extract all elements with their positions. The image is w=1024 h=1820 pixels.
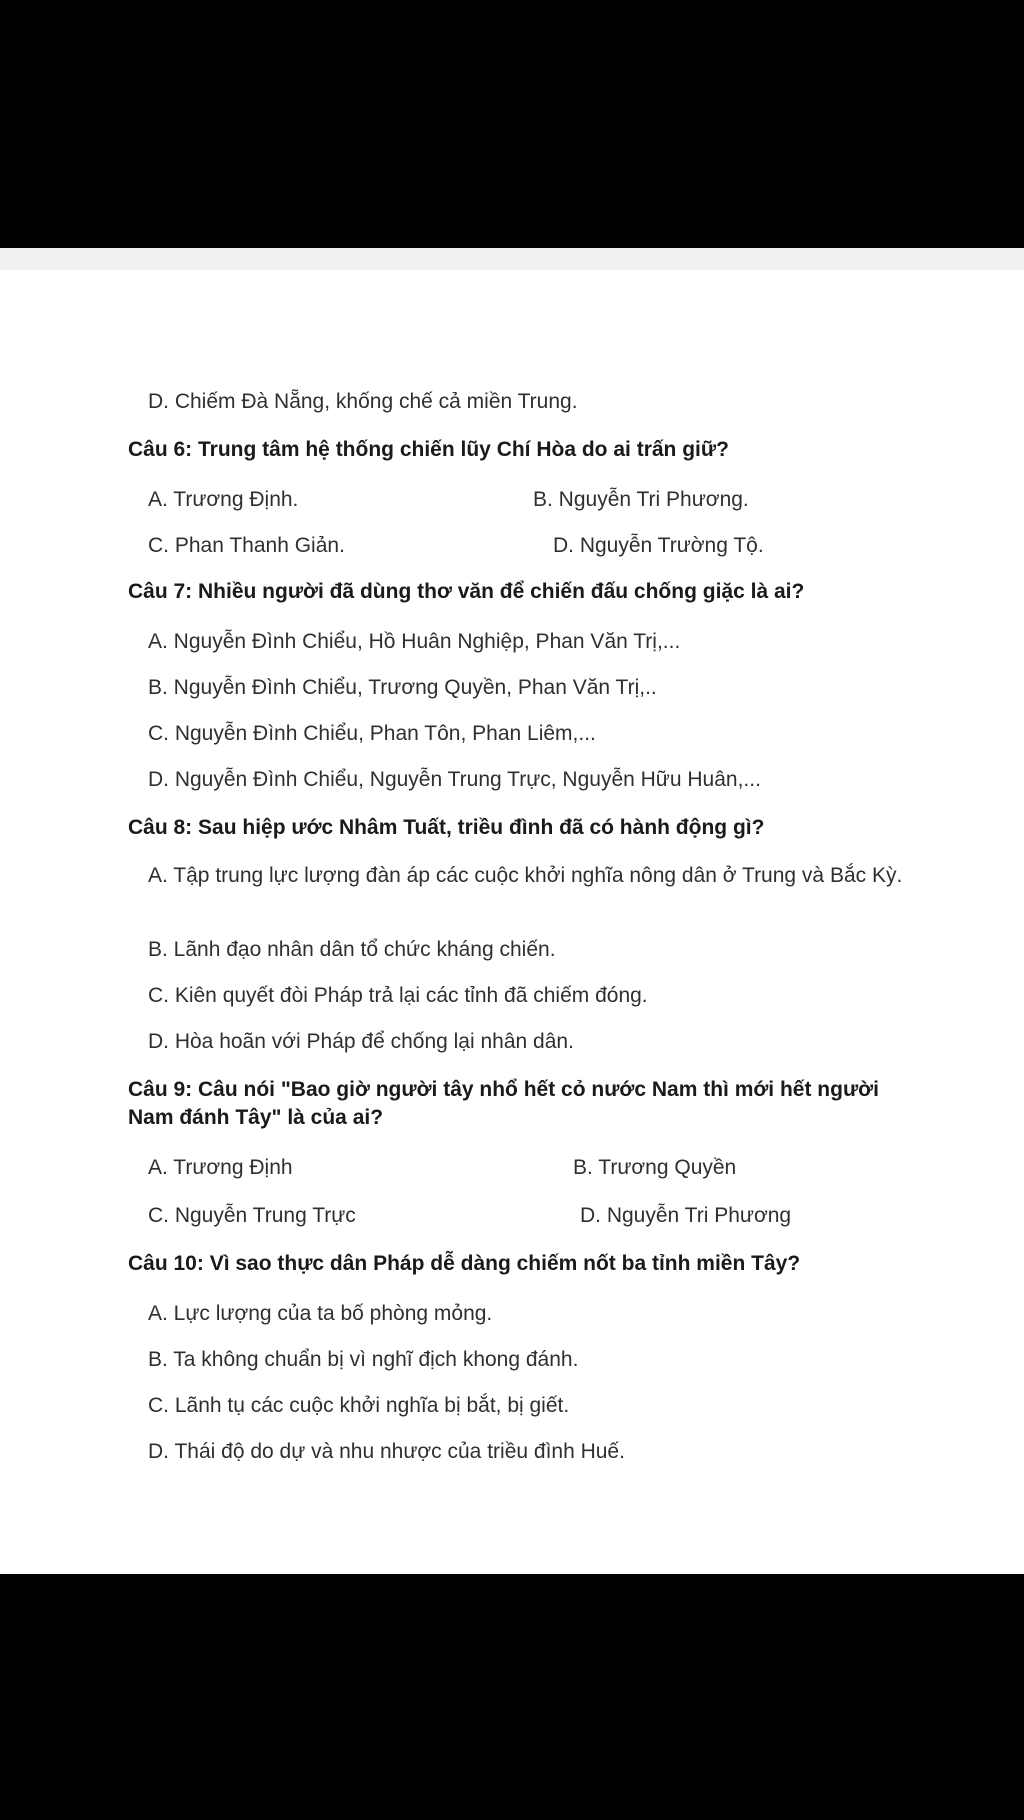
question-9: Câu 9: Câu nói "Bao giờ người tây nhổ hết cỏ nước Nam thì mới hết người Nam đánh Tây" là của ai?	[128, 1078, 879, 1129]
question-8: Câu 8: Sau hiệp ước Nhâm Tuất, triều đình đã có hành động gì?	[128, 816, 765, 839]
q7-option-b: B. Nguyễn Đình Chiểu, Trương Quyền, Phan Văn Trị,..	[148, 676, 657, 699]
q9-option-a: A. Trương Định	[148, 1156, 293, 1179]
q10-option-d: D. Thái độ do dự và nhu nhược của triều đình Huế.	[148, 1440, 625, 1463]
q6-option-a: A. Trương Định.	[148, 488, 299, 511]
prev-option-d: D. Chiếm Đà Nẵng, khống chế cả miền Trung.	[148, 390, 578, 413]
q6-option-b: B. Nguyễn Tri Phương.	[533, 488, 749, 511]
q9-option-c: C. Nguyễn Trung Trực	[148, 1204, 356, 1227]
question-10: Câu 10: Vì sao thực dân Pháp dễ dàng chiếm nốt ba tỉnh miền Tây?	[128, 1252, 801, 1275]
question-7: Câu 7: Nhiều người đã dùng thơ văn để chiến đấu chống giặc là ai?	[128, 580, 805, 603]
q10-option-b: B. Ta không chuẩn bị vì nghĩ địch khong đánh.	[148, 1348, 579, 1371]
q9-option-d: D. Nguyễn Tri Phương	[580, 1204, 792, 1227]
q8-option-c: C. Kiên quyết đòi Pháp trả lại các tỉnh đã chiếm đóng.	[148, 984, 648, 1007]
q10-option-a: A. Lực lượng của ta bố phòng mỏng.	[148, 1302, 493, 1325]
question-6: Câu 6: Trung tâm hệ thống chiến lũy Chí Hòa do ai trấn giữ?	[128, 438, 729, 461]
q7-option-a: A. Nguyễn Đình Chiểu, Hồ Huân Nghiệp, Phan Văn Trị,...	[148, 630, 681, 653]
q6-option-d: D. Nguyễn Trường Tộ.	[553, 534, 764, 557]
document-page	[0, 248, 1024, 1574]
top-black-bar	[0, 0, 1024, 248]
page-top-strip	[0, 248, 1024, 270]
q7-option-c: C. Nguyễn Đình Chiểu, Phan Tôn, Phan Liêm,...	[148, 722, 596, 745]
q10-option-c: C. Lãnh tụ các cuộc khởi nghĩa bị bắt, bị giết.	[148, 1394, 570, 1417]
q6-option-c: C. Phan Thanh Giản.	[148, 534, 345, 557]
q9-option-b: B. Trương Quyền	[573, 1156, 737, 1179]
q7-option-d: D. Nguyễn Đình Chiểu, Nguyễn Trung Trực, Nguyễn Hữu Huân,...	[148, 768, 761, 791]
q8-option-a: A. Tập trung lực lượng đàn áp các cuộc khởi nghĩa nông dân ở Trung và Bắc Kỳ.	[148, 864, 903, 887]
q8-option-b: B. Lãnh đạo nhân dân tổ chức kháng chiến.	[148, 938, 556, 961]
q8-option-d: D. Hòa hoãn với Pháp để chống lại nhân dân.	[148, 1030, 574, 1053]
bottom-black-bar	[0, 1574, 1024, 1820]
